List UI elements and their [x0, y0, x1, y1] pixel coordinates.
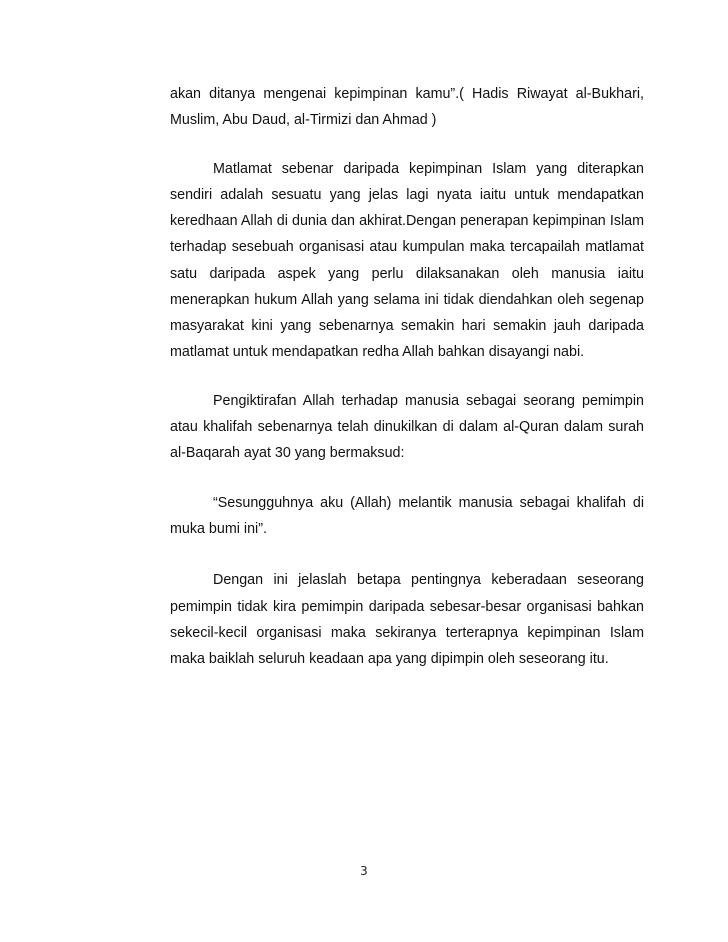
paragraph-quran-quote: “Sesungguhnya aku (Allah) melantik manusia sebagai khalifah di muka bumi ini”. — [170, 495, 644, 538]
page-number: 3 — [360, 864, 368, 878]
page-body — [170, 81, 644, 696]
paragraph-quran-reference: Pengiktirafan Allah terhadap manusia sebagai seorang pemimpin atau khalifah sebenarnya telah dinukilkan di dalam al-Quran dalam surah al-Baqarah ayat 30 yang bermaksud: — [170, 392, 644, 462]
paragraph-hadith-citation: akan ditanya mengenai kepimpinan kamu”.( Hadis Riwayat al-Bukhari, Muslim, Abu Daud, al-Tirmizi dan Ahmad ) — [170, 86, 644, 129]
paragraph-leadership-goal: Matlamat sebenar daripada kepimpinan Islam yang diterapkan sendiri adalah sesuatu yang jelas lagi nyata iaitu untuk mendapatkan keredhaan Allah di dunia dan akhirat.Dengan penerapan kepimpinan Islam terhadap sesebuah organisasi atau kumpulan maka tercapailah matlamat satu daripada aspek yang perlu dilaksanakan oleh manusia iaitu menerapkan hukum Allah yang selama ini tidak diendahkan oleh segenap masyarakat kini yang sebenarnya semakin hari semakin jauh daripada matlamat untuk mendapatkan redha Allah bahkan disayangi nabi. — [170, 161, 644, 360]
paragraph-conclusion: Dengan ini jelaslah betapa pentingnya keberadaan seseorang pemimpin tidak kira pemimpin daripada sebesar-besar organisasi bahkan sekecil-kecil organisasi maka sekiranya terterapnya kepimpinan Islam maka baiklah seluruh keadaan apa yang dipimpin oleh seseorang itu. — [170, 572, 644, 667]
